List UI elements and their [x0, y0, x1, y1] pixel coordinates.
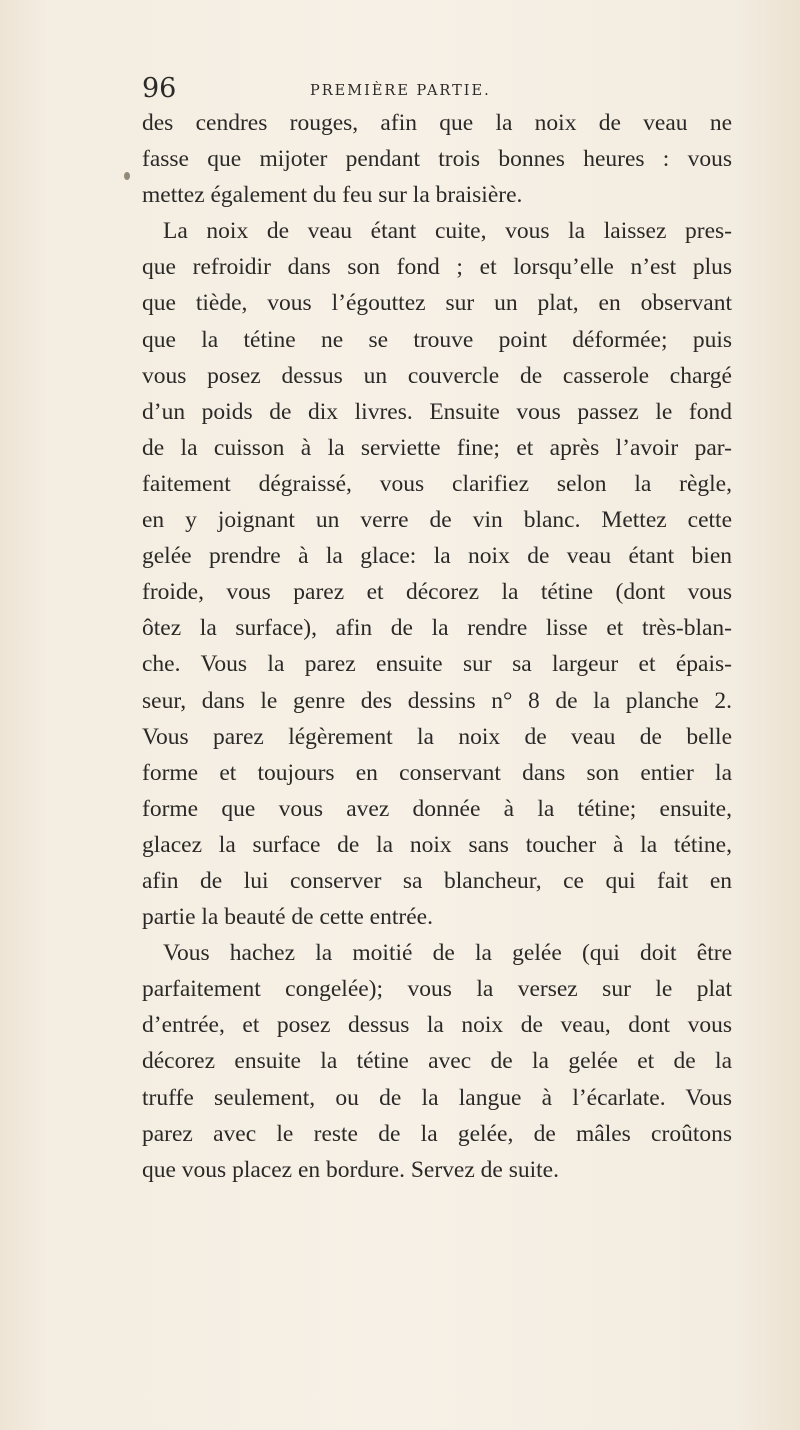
text-line: vous posez dessus un couvercle de casserole chargé	[142, 362, 732, 389]
text-line: décorez ensuite la tétine avec de la gelée et de la	[142, 1048, 732, 1075]
text-line: de la cuisson à la serviette fine; et après l’avoir par-	[142, 434, 732, 461]
text-line: seur, dans le genre des dessins n° 8 de la planche 2.	[142, 687, 732, 714]
text-line: que tiède, vous l’égouttez sur un plat, en observant	[142, 290, 732, 317]
text-line: forme et toujours en conservant dans son entier la	[142, 759, 732, 786]
paragraph-start-line: La noix de veau étant cuite, vous la laissez pres-	[163, 218, 732, 245]
text-line: afin de lui conserver sa blancheur, ce qui fait en	[142, 867, 732, 894]
text-line: partie la beauté de cette entrée.	[142, 904, 433, 931]
text-line: d’un poids de dix livres. Ensuite vous passez le fond	[142, 398, 732, 425]
text-line: froide, vous parez et décorez la tétine (dont vous	[142, 579, 732, 606]
running-head: PREMIÈRE PARTIE.	[310, 83, 491, 99]
page-number: 96	[142, 73, 177, 104]
text-line: ôtez la surface), afin de la rendre lisse et très-blan-	[142, 615, 732, 642]
text-line: en y joignant un verre de vin blanc. Mettez cette	[142, 507, 732, 534]
text-line: gelée prendre à la glace: la noix de veau étant bien	[142, 543, 732, 570]
text-line: mettez également du feu sur la braisière.	[142, 182, 523, 209]
text-line: parfaitement congelée); vous la versez sur le plat	[142, 976, 732, 1003]
text-line: Vous parez légèrement la noix de veau de belle	[142, 723, 732, 750]
text-line: que vous placez en bordure. Servez de suite.	[142, 1156, 559, 1183]
body-text	[142, 105, 732, 1188]
paragraph-start-line: Vous hachez la moitié de la gelée (qui doit être	[163, 940, 732, 967]
text-line: forme que vous avez donnée à la tétine; ensuite,	[142, 795, 732, 822]
text-line: que la tétine ne se trouve point déformée; puis	[142, 326, 732, 353]
page-header	[142, 68, 662, 108]
ink-spot	[124, 172, 130, 180]
text-line: che. Vous la parez ensuite sur sa largeur et épais-	[142, 651, 732, 678]
text-line: que refroidir dans son fond ; et lorsqu’elle n’est plus	[142, 254, 732, 281]
text-line: truffe seulement, ou de la langue à l’écarlate. Vous	[142, 1084, 732, 1111]
text-line: glacez la surface de la noix sans toucher à la tétine,	[142, 831, 732, 858]
text-line: fasse que mijoter pendant trois bonnes heures : vous	[142, 146, 732, 173]
text-line: d’entrée, et posez dessus la noix de veau, dont vous	[142, 1012, 732, 1039]
text-line: des cendres rouges, afin que la noix de veau ne	[142, 110, 732, 136]
text-line: faitement dégraissé, vous clarifiez selon la règle,	[142, 470, 732, 497]
text-line: parez avec le reste de la gelée, de mâles croûtons	[142, 1120, 732, 1147]
